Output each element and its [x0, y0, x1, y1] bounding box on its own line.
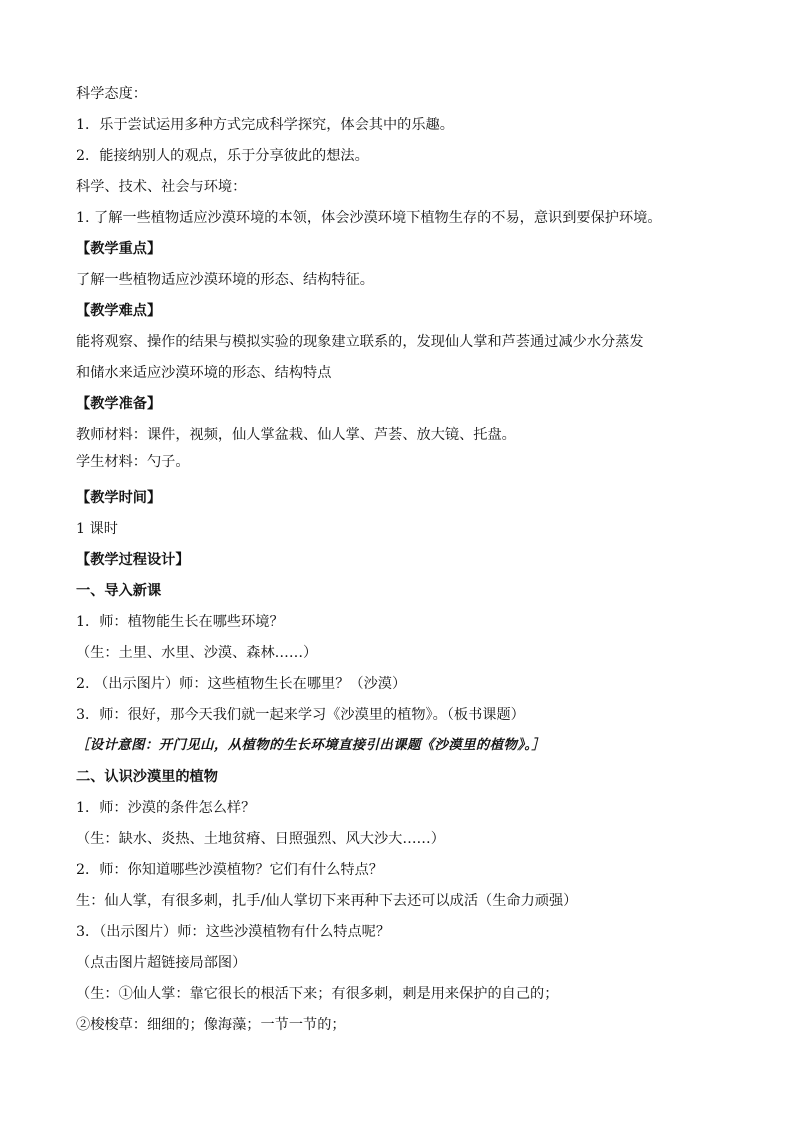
heading-preparation: 【教学准备】	[76, 396, 162, 412]
paragraph: （生：①仙人掌：靠它很长的根活下来；有很多刺，刺是用来保护的自己的；	[76, 986, 559, 1002]
paragraph: 能将观察、操作的结果与模拟实验的现象建立联系的，发现仙人掌和芦荟通过减少水分蒸发	[76, 334, 644, 350]
heading-key-points: 【教学重点】	[76, 241, 162, 257]
paragraph: 2. （出示图片）师：这些植物生长在哪里？（沙漠）	[76, 676, 407, 692]
paragraph: （点击图片超链接局部图）	[76, 955, 247, 971]
paragraph: 1 课时	[76, 521, 118, 537]
section-label-attitude: 科学态度：	[76, 86, 147, 102]
paragraph: 学生材料：勺子。	[76, 454, 190, 470]
paragraph: （生：缺水、炎热、土地贫瘠、日照强烈、风大沙大……）	[76, 831, 445, 847]
paragraph: 生：仙人掌，有很多刺，扎手/仙人掌切下来再种下去还可以成活（生命力顽强）	[76, 893, 578, 909]
paragraph: 3．（出示图片）师：这些沙漠植物有什么特点呢？	[76, 924, 391, 940]
list-item: 1. 了解一些植物适应沙漠环境的本领，体会沙漠环境下植物生存的不易，意识到要保护环境。	[76, 210, 662, 226]
paragraph: ②梭梭草：细细的；像海藻；一节一节的；	[76, 1017, 346, 1033]
section-label-sts: 科学、技术、社会与环境：	[76, 179, 247, 195]
paragraph: （生：土里、水里、沙漠、森林……）	[76, 645, 318, 661]
paragraph: 和储水来适应沙漠环境的形态、结构特点	[76, 365, 332, 381]
paragraph: 了解一些植物适应沙漠环境的形态、结构特征。	[76, 272, 374, 288]
heading-difficulties: 【教学难点】	[76, 303, 162, 319]
paragraph: 3．师：很好，那今天我们就一起来学习《沙漠里的植物》。（板书课题）	[76, 707, 525, 723]
paragraph: 2．师：你知道哪些沙漠植物？它们有什么特点？	[76, 862, 383, 878]
section-heading-plants: 二、认识沙漠里的植物	[76, 769, 218, 785]
heading-time: 【教学时间】	[76, 490, 162, 506]
paragraph: 1．师：植物能生长在哪些环境？	[76, 614, 284, 630]
paragraph: 1．师：沙漠的条件怎么样？	[76, 800, 256, 816]
design-intent: ［设计意图：开门见山，从植物的生长环境直接引出课题《沙漠里的植物》。］	[76, 738, 546, 753]
heading-process: 【教学过程设计】	[76, 552, 190, 568]
paragraph: 教师材料：课件，视频，仙人掌盆栽、仙人掌、芦荟、放大镜、托盘。	[76, 427, 516, 443]
list-item: 1．乐于尝试运用多种方式完成科学探究，体会其中的乐趣。	[76, 117, 454, 133]
list-item: 2．能接纳别人的观点，乐于分享彼此的想法。	[76, 148, 369, 164]
section-heading-intro: 一、导入新课	[76, 583, 162, 599]
